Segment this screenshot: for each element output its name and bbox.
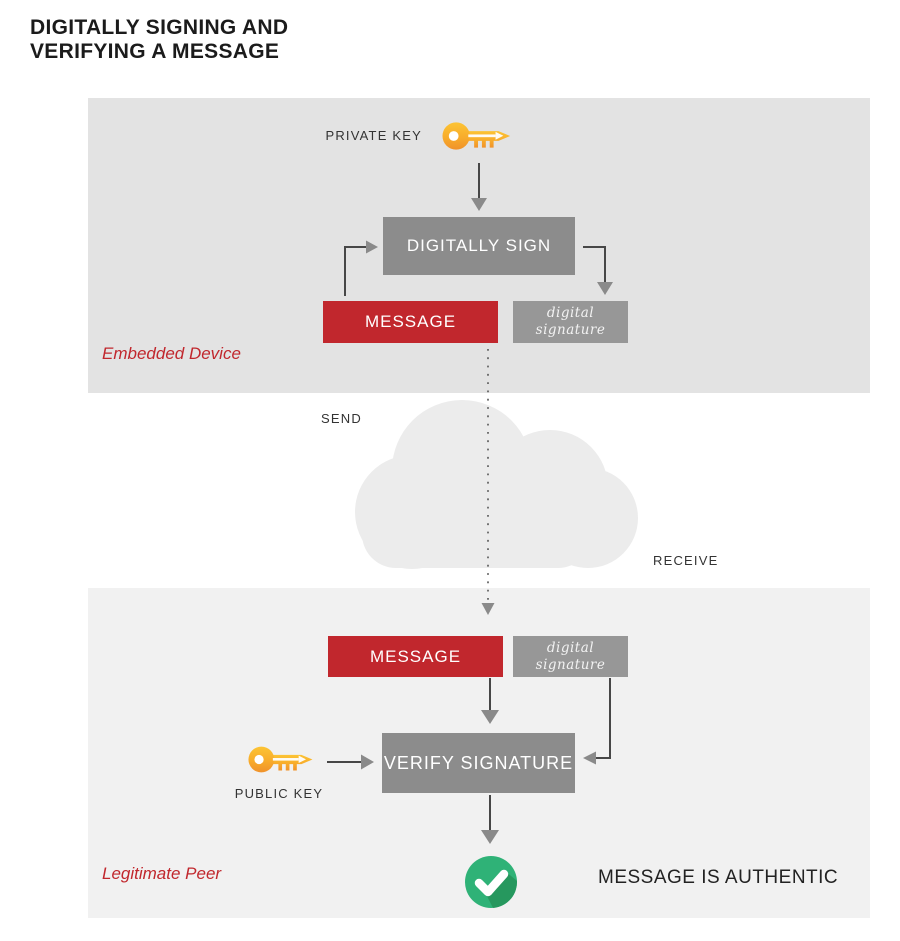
digital-signature-text-bottom: digital signature — [535, 639, 606, 673]
receive-label: RECEIVE — [653, 553, 719, 568]
message-box-bottom — [328, 636, 503, 677]
digital-signature-box-top — [513, 301, 628, 343]
legitimate-peer-label: Legitimate Peer — [102, 864, 222, 883]
page-title — [30, 16, 288, 64]
digitally-sign-label: DIGITALLY SIGN — [406, 236, 552, 255]
digital-signature-text-top: digital signature — [535, 305, 606, 338]
page-title-line2: VERIFYING A MESSAGE — [30, 40, 280, 63]
message-authentic-label: MESSAGE IS AUTHENTIC — [598, 867, 839, 888]
digitally-sign-box — [383, 217, 575, 275]
verify-signature-label: VERIFY SIGNATURE — [383, 752, 574, 773]
checkmark-icon — [465, 856, 517, 908]
public-key-label: PUBLIC KEY — [234, 786, 324, 801]
message-label-bottom: MESSAGE — [369, 646, 462, 666]
page-title-line1: DIGITALLY SIGNING AND — [30, 16, 289, 39]
private-key-label: PRIVATE KEY — [325, 128, 422, 143]
message-label-top: MESSAGE — [364, 312, 457, 331]
embedded-device-label: Embedded Device — [102, 344, 241, 363]
private-key-icon — [442, 117, 516, 155]
verify-signature-box — [382, 733, 575, 793]
digital-signature-box-bottom — [513, 636, 628, 677]
send-label: SEND — [321, 411, 362, 426]
public-key-icon — [248, 742, 318, 777]
message-box-top — [323, 301, 498, 343]
